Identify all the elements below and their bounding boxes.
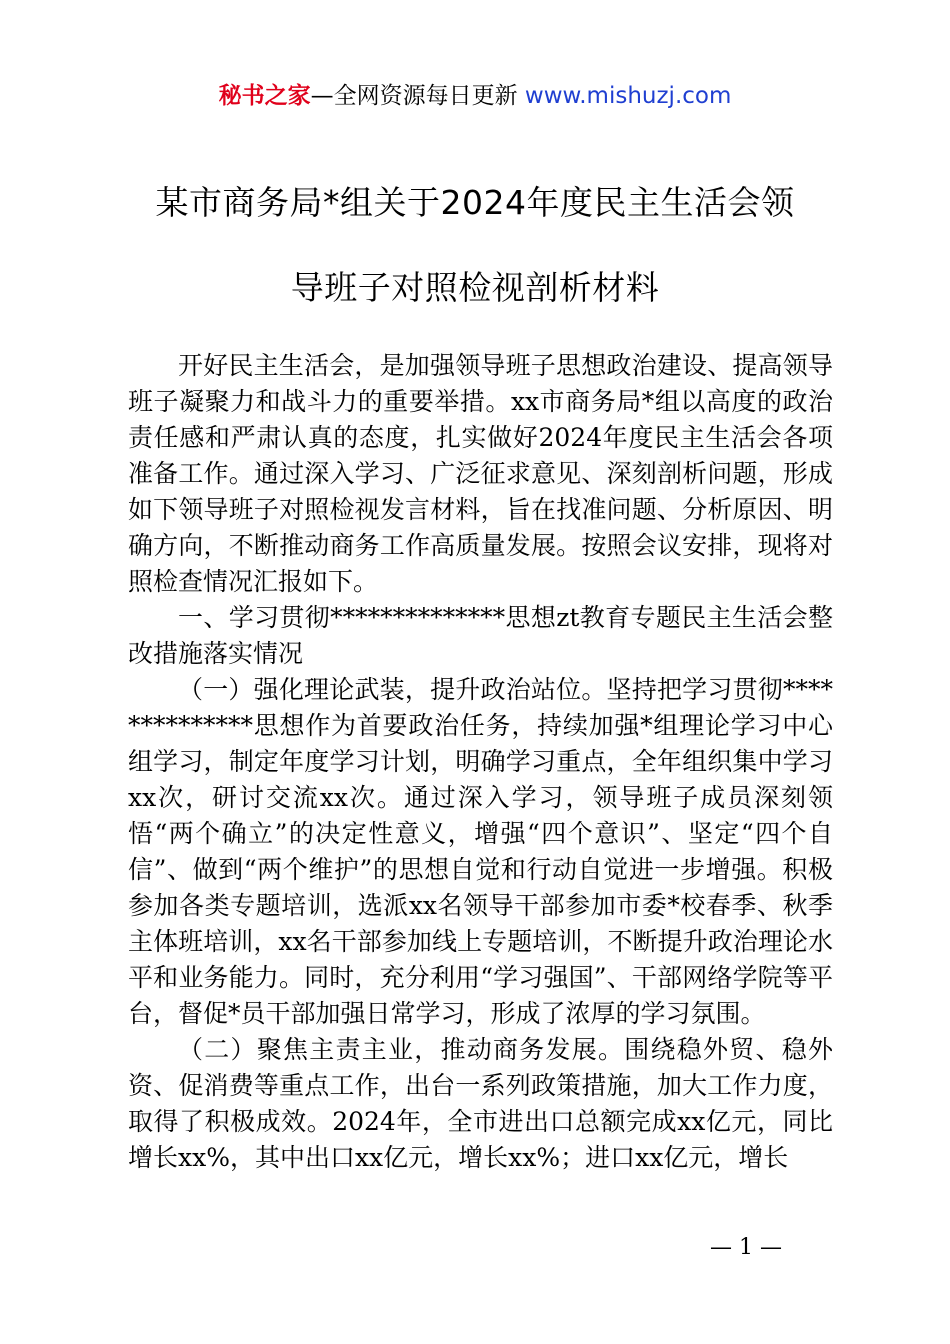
subsection-paragraph-1: （一）强化理论武装，提升政治站位。坚持把学习贯彻**************思想作为首要政治任务，持续加强*组理论学习中心组学习，制定年度学习计划，明确学习重点，全年组织集中学习xx次，研讨交流xx次。通过深入学习，领导班子成员深刻领悟“两个确立”的决定性意义，增强“四个意识”、坚定“四个自信”、做到“两个维护”的思想自觉和行动自觉进一步增强。积极参加各类专题培训，选派xx名领导干部参加市委*校春季、秋季主体班培训，xx名干部参加线上专题培训，不断提升政治理论水平和业务能力。同时，充分利用“学习强国”、干部网络学院等平台，督促*员干部加强日常学习，形成了浓厚的学习氛围。 xyxy=(128,675,833,1028)
document-title xyxy=(110,160,840,330)
watermark-tagline: —全网资源每日更新 xyxy=(310,83,518,109)
subsection-paragraph-2: （二）聚焦主责主业，推动商务发展。围绕稳外贸、稳外资、促消费等重点工作，出台一系列政策措施，加大工作力度，取得了积极成效。2024年，全市进出口总额完成xx亿元，同比增长xx%，其中出口xx亿元，增长xx%；进口xx亿元，增长 xyxy=(128,1035,833,1172)
watermark-header xyxy=(0,80,950,112)
watermark-url[interactable]: www.mishuzj.com xyxy=(524,83,732,109)
intro-paragraph: 开好民主生活会，是加强领导班子思想政治建设、提高领导班子凝聚力和战斗力的重要举措。xx市商务局*组以高度的政治责任感和严肃认真的态度，扎实做好2024年度民主生活会各项准备工作。通过深入学习、广泛征求意见、深刻剖析问题，形成如下领导班子对照检视发言材料，旨在找准问题、分析原因、明确方向，不断推动商务工作高质量发展。按照会议安排，现将对照检查情况汇报如下。 xyxy=(128,351,833,596)
document-body xyxy=(128,348,833,1176)
document-title-line-2: 导班子对照检视剖析材料 xyxy=(290,268,660,307)
page-number: — 1 — xyxy=(710,1235,782,1260)
section-heading-1: 一、学习贯彻**************思想zt教育专题民主生活会整改措施落实情况 xyxy=(128,603,833,668)
watermark-brand: 秘书之家 xyxy=(218,83,311,109)
document-title-line-1: 某市商务局*组关于2024年度民主生活会领 xyxy=(155,183,795,222)
